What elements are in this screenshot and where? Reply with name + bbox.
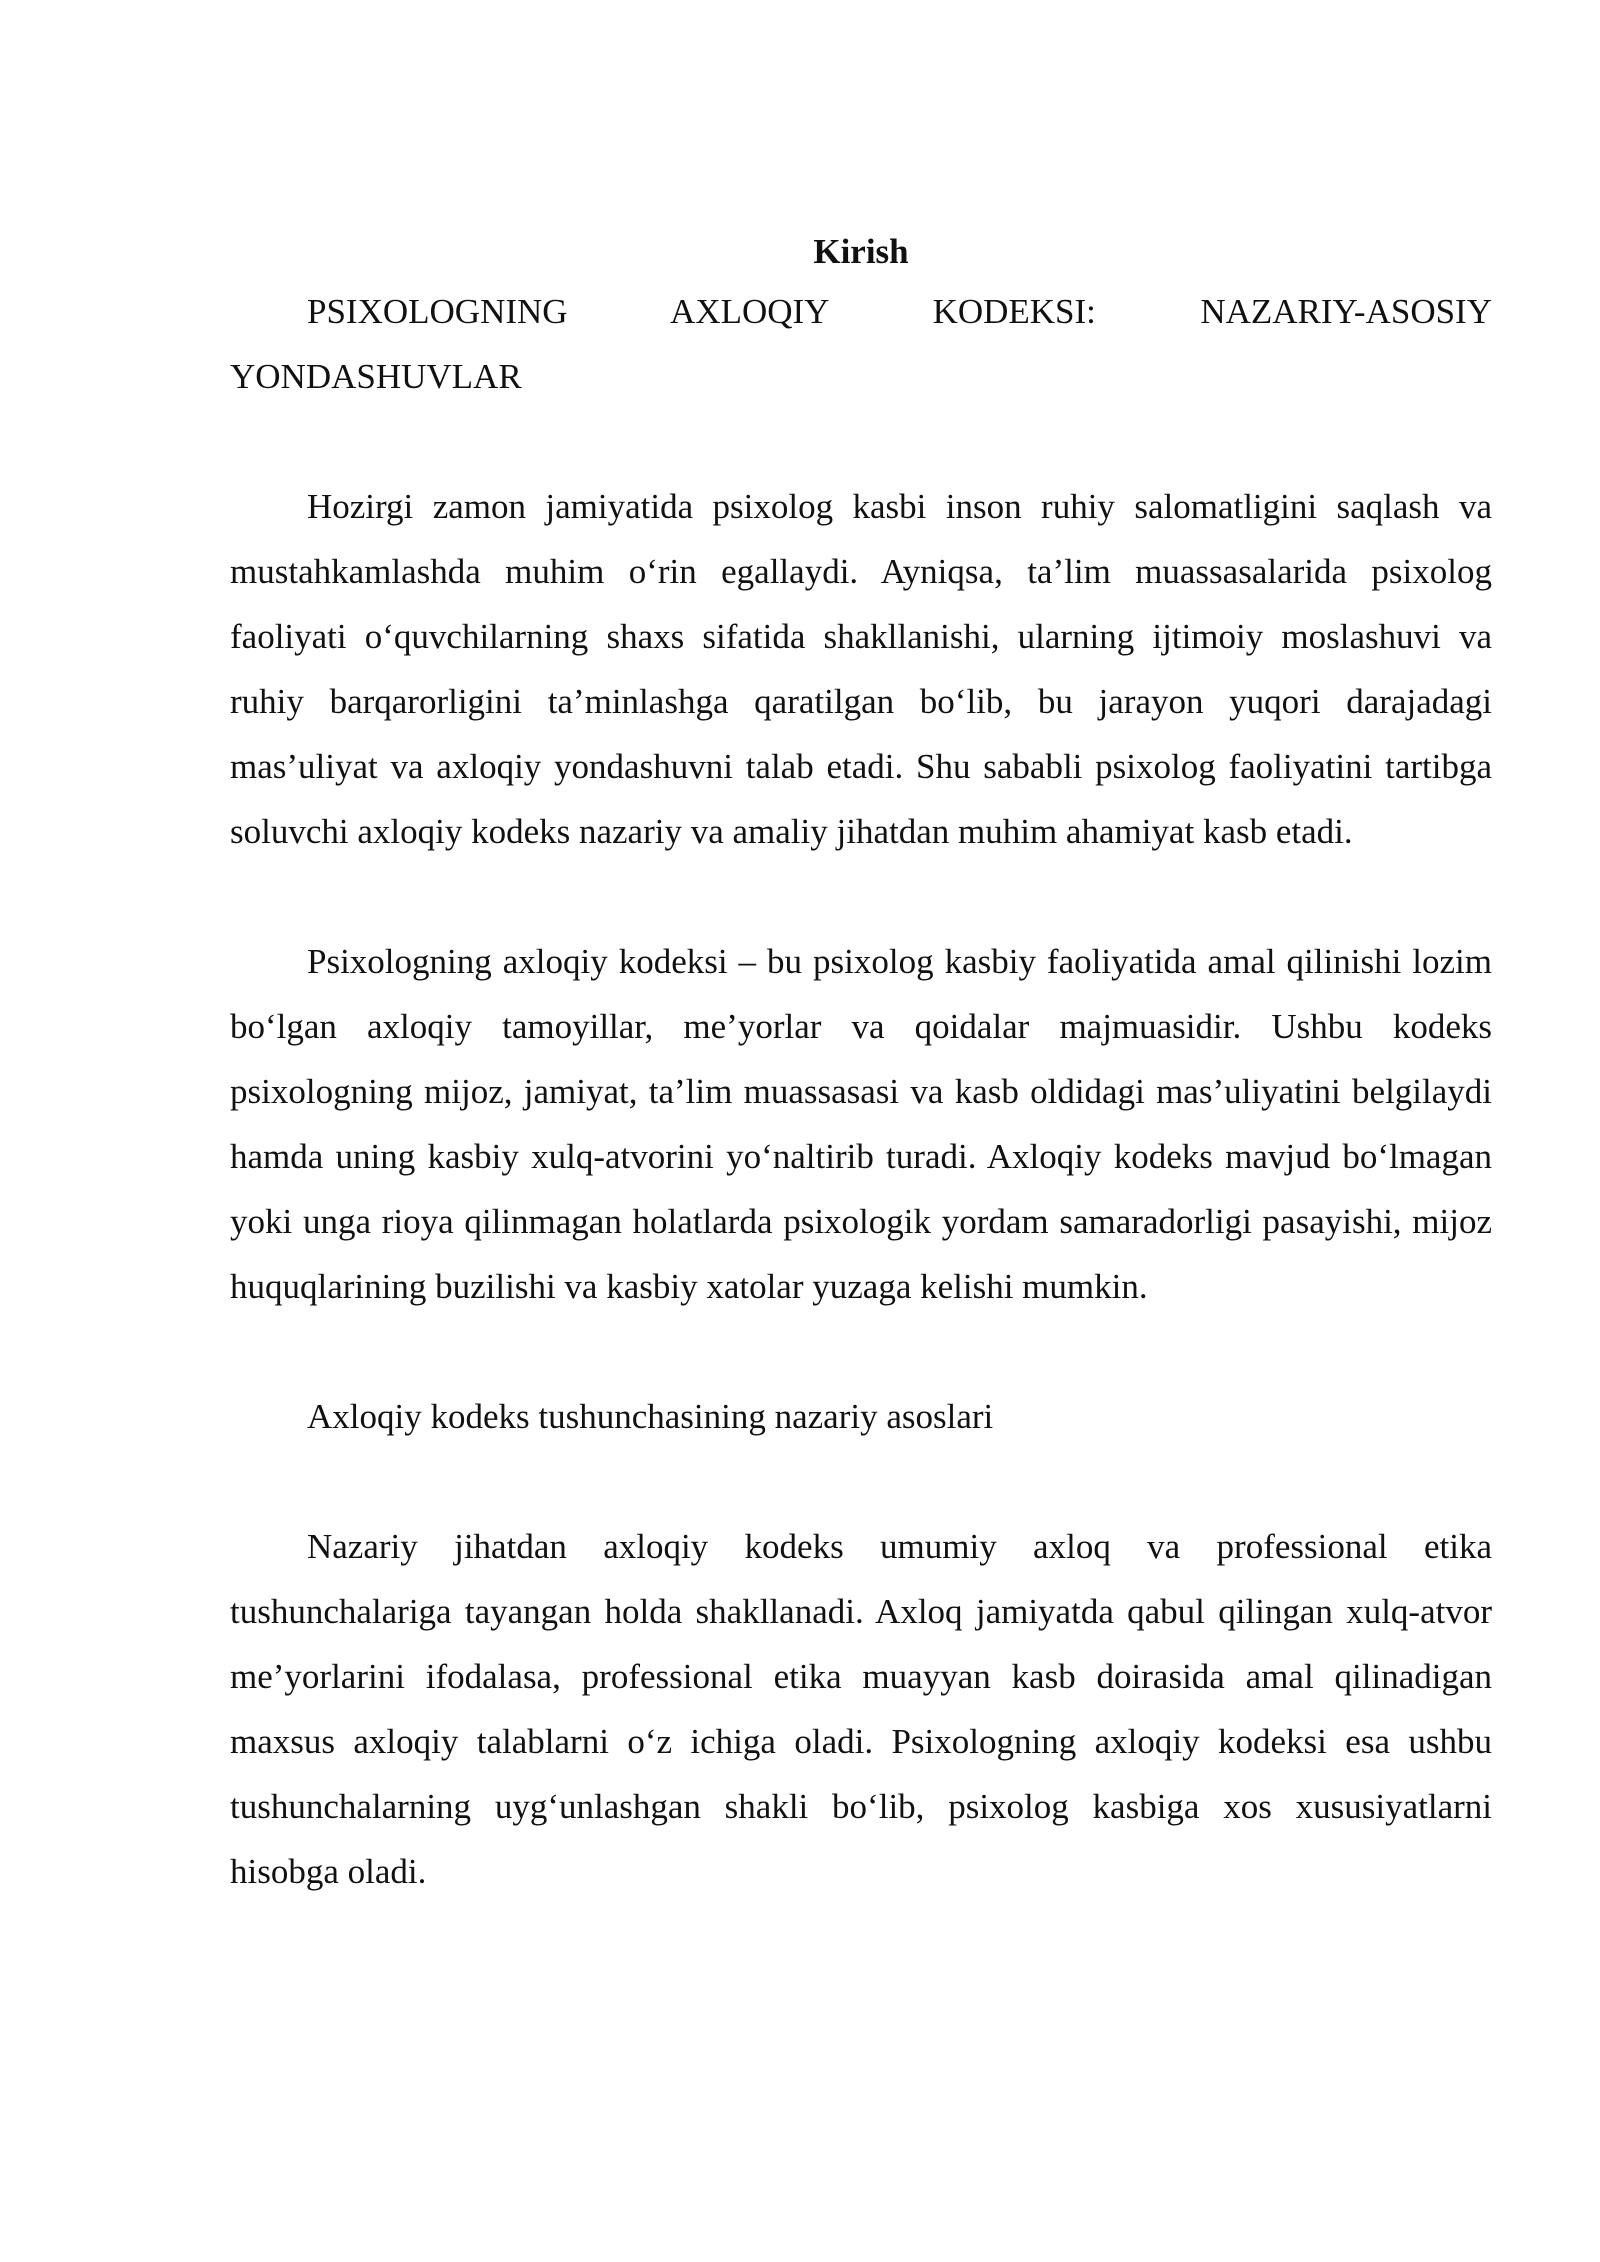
spacer (230, 409, 1492, 474)
section-title: Axloqiy kodeks tushunchasining nazariy asoslari (307, 1397, 994, 1436)
paragraph-definition: Psixologning axloqiy kodeksi – bu psixolog kasbiy faoliyatida amal qilinishi lozim bo‘lgan axloqiy tamoyillar, me’yorlar va qoidalar majmuasidir. Ushbu kodeks psixologning mijoz, jamiyat, ta’lim muassasasi va kasb oldidagi mas’uliyatini belgilaydi hamda uning kasbiy xulq-atvorini yo‘naltirib turadi. Axloqiy kodeks mavjud bo‘lmagan yoki unga rioya qilinmagan holatlarda psixologik yordam samaradorligi pasayishi, mijoz huquqlarining buzilishi va kasbiy xatolar yuzaga kelishi mumkin. (230, 942, 1492, 1306)
paragraph-theory: Nazariy jihatdan axloqiy kodeks umumiy axloq va professional etika tushunchalariga tayangan holda shakllanadi. Axloq jamiyatda qabul qilingan xulq-atvor me’yorlarini ifodalasa, professional etika muayyan kasb doirasida amal qilinadigan maxsus axloqiy talablarni o‘z ichiga oladi. Psixologning axloqiy kodeksi esa ushbu tushunchalarning uyg‘unlashgan shakli bo‘lib, psixolog kasbiga xos xususiyatlarni hisobga oladi. (230, 1527, 1492, 1891)
spacer (230, 1319, 1492, 1384)
spacer (230, 1449, 1492, 1514)
document-subtitle: PSIXOLOGNING AXLOQIY KODEKSI: NAZARIY-ASOSIY YONDASHUVLAR (230, 292, 1492, 396)
document-heading: Kirish (813, 232, 909, 271)
spacer (230, 864, 1492, 929)
document-page (230, 225, 1492, 1904)
paragraph-intro: Hozirgi zamon jamiyatida psixolog kasbi inson ruhiy salomatligini saqlash va mustahkamlashda muhim o‘rin egallaydi. Ayniqsa, ta’lim muassasalarida psixolog faoliyati o‘quvchilarning shaxs sifatida shakllanishi, ularning ijtimoiy moslashuvi va ruhiy barqarorligini ta’minlashga qaratilgan bo‘lib, bu jarayon yuqori darajadagi mas’uliyat va axloqiy yondashuvni talab etadi. Shu sababli psixolog faoliyatini tartibga soluvchi axloqiy kodeks nazariy va amaliy jihatdan muhim ahamiyat kasb etadi. (230, 487, 1492, 851)
